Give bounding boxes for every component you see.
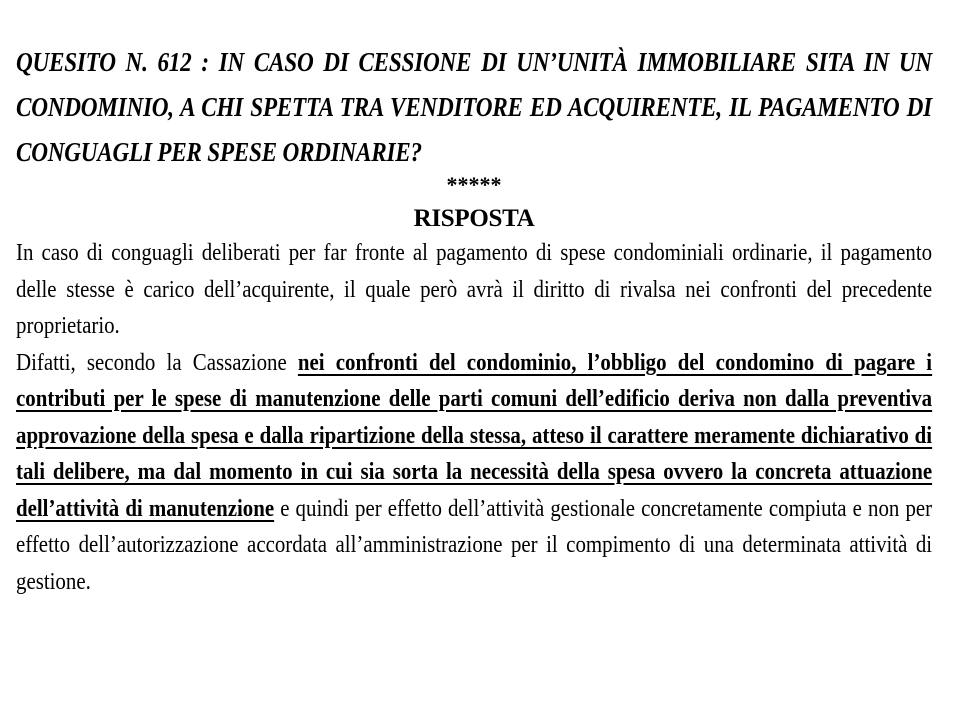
document-page — [16, 40, 932, 600]
answer-body — [16, 235, 932, 600]
question-title: QUESITO N. 612 : IN CASO DI CESSIONE DI UN’UNITÀ IMMOBILIARE SITA IN UN CONDOMINIO, A CHI SPETTA TRA VENDITORE ED ACQUIRENTE, IL PAGAMENTO DI CONGUAGLI PER SPESE ORDINARIE? — [16, 47, 932, 167]
answer-paragraph-1: In caso di conguagli deliberati per far fronte al pagamento di spese condominiali ordinarie, il pagamento delle stesse è carico dell’acquirente, il quale però avrà il diritto di rivalsa nei confronti del precedente proprietario. — [16, 240, 933, 339]
answer-paragraph-2 — [16, 345, 932, 601]
paragraph-2-rest: e quindi per effetto dell’attività gestionale concretamente compiuta e non per effetto dell’autorizzazione accordata all’amministrazione per il compimento di una determinata attività di gestione. — [16, 495, 933, 595]
paragraph-2-intro: Difatti, secondo la Cassazione — [16, 349, 298, 376]
answer-heading: RISPOSTA — [413, 205, 535, 232]
separator-stars: ***** — [446, 172, 502, 197]
paragraph-2-emphasis: nei confronti del condominio, l’obbligo del condomino di pagare i contributi per le spese di manutenzione delle parti comuni dell’edificio deriva non dalla preventiva approvazione della spesa e dalla ripartizione della stessa, atteso il carattere meramente dichiarativo di tali delibere, ma dal momento in cui sia sorta la necessità della spesa ovvero la concreta attuazione dell’attività di manutenzione — [16, 349, 933, 522]
